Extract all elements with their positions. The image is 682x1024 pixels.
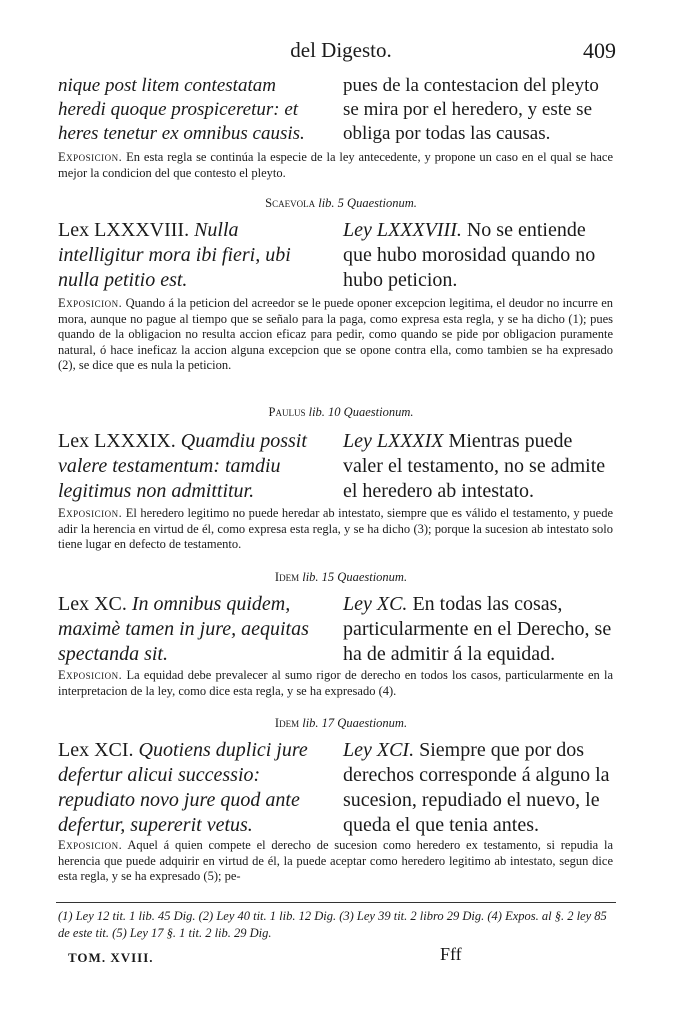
running-title: del Digesto. [290, 38, 392, 62]
attribution [0, 405, 682, 420]
ley-heading: Ley XC. [343, 593, 408, 615]
footnotes: (1) Ley 12 tit. 1 lib. 45 Dig. (2) Ley 40 tit. 1 lib. 12 Dig. (3) Ley 39 tit. 2 libro 29 Dig. (4) Expos. al §. 2 ley 85 de este tit. (5) Ley 17 §. 1 tit. 2 lib. 29 Dig. [58, 909, 607, 940]
rule-block-88 [58, 218, 613, 293]
spanish-text: En todas las cosas, particularmente en el Derecho, se ha de admitir á la equidad. [343, 593, 612, 665]
ley-heading: Ley XCI. [343, 739, 415, 761]
exposition-paragraph [58, 668, 613, 699]
lex-heading: Lex XCI. [58, 739, 134, 761]
attribution-author: Scaevola [265, 196, 316, 210]
exposition-paragraph [58, 296, 613, 374]
attribution-author: Idem [274, 716, 300, 730]
page-number: 409 [583, 38, 616, 63]
footnote-divider [56, 902, 616, 903]
spanish-text: pues de la contestacion del pleyto se mira por el heredero, y este se obliga por todas las causas. [343, 75, 599, 144]
rule-block-89 [58, 429, 613, 504]
exposition-paragraph [58, 506, 613, 553]
exposition-text: Quando á la peticion del acreedor se le puede oponer excepcion legitima, el deudor no incurre en mora, aunque no pague al tiempo que se señalo para la paga, como expresa esta regla, y se ha dicho (1); pues quando de la obligacion no resulta accion eficaz para pedir, como quando se pide por obligacion puramente natural, ó hace ineficaz la accion alguna excepcion que se opone contra ella, como tambien se ha expresado (2), se dice que es nula la peticion. [58, 296, 614, 372]
attribution [0, 716, 682, 731]
spanish-rule [343, 592, 613, 667]
lex-heading: Lex LXXXVIII. [58, 219, 190, 241]
exposition-text: La equidad debe prevalecer al sumo rigor de derecho en todos los casos, particularmente en la interpretacion de la ley, como dice esta regla, y se ha expresado (4). [58, 668, 613, 698]
attribution-author: Idem [274, 570, 300, 584]
ley-heading: Ley LXXXIX [343, 430, 444, 452]
lex-heading: Lex LXXXIX. [58, 430, 176, 452]
spanish-text: Siempre que por dos derechos corresponde á alguno la sucesion, repudiado el nuevo, le queda el que tenia antes. [343, 739, 610, 836]
spanish-rule [343, 218, 613, 293]
page-header [0, 38, 682, 66]
exposition-paragraph [58, 838, 613, 885]
spanish-rule [343, 738, 613, 838]
rule-block-91 [58, 738, 613, 838]
attribution [0, 196, 682, 211]
exposition-label: Exposicion. [58, 668, 123, 682]
attribution-source: lib. 10 Quaestionum. [308, 405, 414, 419]
exposition-text: El heredero legitimo no puede heredar ab intestato, siempre que es válido el testamento, y puede adir la herencia en virtud de él, como expresa esta regla, y se ha dicho (3); porque la sucesion ab intestato solo tiene lugar en defecto de testamento. [58, 506, 613, 551]
lex-heading: Lex XC. [58, 593, 127, 615]
attribution-author: Paulus [268, 405, 306, 419]
latin-text: Nulla intelligitur mora ibi fieri, ubi nulla petitio est. [58, 219, 291, 291]
latin-text: In omnibus quidem, maximè tamen in jure, aequitas spectanda sit. [58, 593, 309, 665]
latin-text: Quotiens duplici jure defertur alicui successio: repudiato novo jure quod ante defertur, supererit vetus. [58, 739, 308, 836]
signature-mark: Fff [440, 944, 462, 964]
exposition-label: Exposicion. [58, 150, 123, 164]
exposition-text: En esta regla se continúa la especie de la ley antecedente, y propone un caso en el qual se hace mejor la condicion del que contesto el pleyto. [58, 150, 614, 180]
spanish-text: Mientras puede valer el testamento, no se admite el heredero ab intestato. [343, 430, 606, 502]
latin-text: nique post litem contestatam heredi quoque prospiceretur: et heres tenetur ex omnibus causis. [58, 75, 305, 144]
attribution [0, 570, 682, 585]
page-footer [68, 944, 623, 966]
exposition-label: Exposicion. [58, 506, 123, 520]
latin-rule [58, 218, 326, 293]
exposition-text: Aquel á quien compete el derecho de sucesion como heredero ex testamento, si repudia la herencia que puede adquirir en virtud de él, la puede aceptar como heredero legitimo ab intestato, segun dice esta regla, y se ha expresado (5); pe- [58, 838, 613, 883]
attribution-source: lib. 15 Quaestionum. [302, 570, 408, 584]
attribution-source: lib. 5 Quaestionum. [318, 196, 417, 210]
latin-rule [58, 592, 326, 667]
spanish-rule [343, 429, 613, 504]
exposition-label: Exposicion. [58, 838, 123, 852]
latin-text: Quamdiu possit valere testamentum: tamdiu legitimus non admittitur. [58, 430, 307, 502]
tome-label: TOM. XVIII. [68, 950, 154, 965]
latin-rule [58, 738, 326, 838]
latin-rule [58, 429, 326, 504]
exposition-label: Exposicion. [58, 296, 123, 310]
spanish-text: No se entiende que hubo morosidad quando no hubo peticion. [343, 219, 596, 291]
rule-block-90 [58, 592, 613, 667]
rule-block-continuation [58, 74, 613, 146]
attribution-source: lib. 17 Quaestionum. [302, 716, 408, 730]
exposition-paragraph [58, 150, 613, 181]
ley-heading: Ley LXXXVIII. [343, 219, 462, 241]
